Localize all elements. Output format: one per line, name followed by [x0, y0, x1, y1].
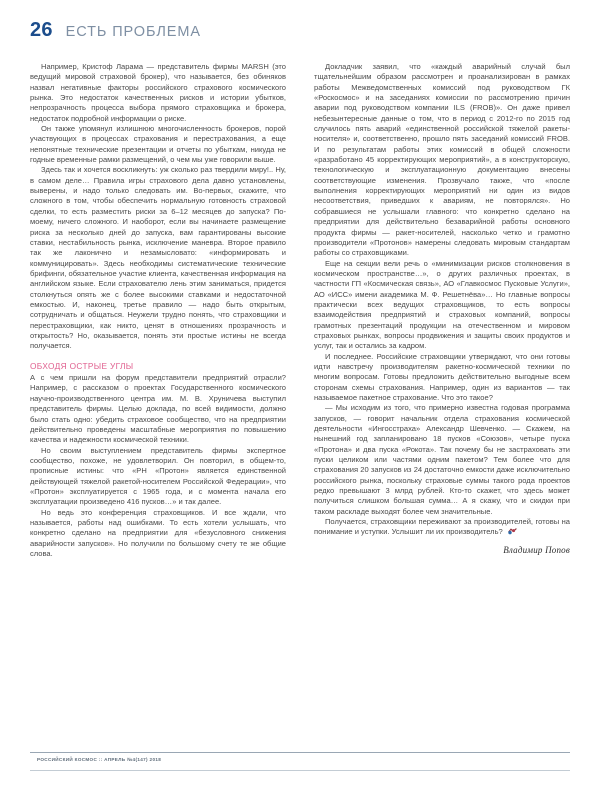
- final-paragraph-text: Получается, страховщики переживают за производителей, готовы на понимание и уступки. Услышит ли их производитель?: [314, 517, 570, 537]
- left-column: [30, 62, 286, 728]
- paragraph: — Мы исходим из того, что примерно известна годовая программа запусков, — говорит начальник отдела страхования космической деятельности «Ингосстраха» Александр Шевченко. — Скажем, на нынешний год запланировано 18 пусков «Союзов», четыре пуска «Протона» и два пуска «Рокота». Так почему бы не застраховать эти пуски целиком или частями одним пакетом? Тем более что для страхования 20 запусков из 24 достаточно емкости даже исключительно российского рынка, поскольку страховые суммы такого рода проектов редко превышают 3 млрд рублей. Кто-то скажет, что здесь может получиться слишком большая сумма… А я скажу, что и скидки при таком раскладе выходят более чем значительные.: [314, 403, 570, 516]
- byline: Владимир Попов: [503, 544, 570, 555]
- paragraph: А с чем пришли на форум представители предприятий отрасли? Например, с рассказом о проектах Государственного космического научно-производственного центра им. М. В. Хруничева выступил представитель фирмы. Целью доклада, по всей видимости, должно было стать одно: убедить страховое сообщество, что на предприятии действительно проведены масштабные мероприятия по повышению качества и надежности космической техники.: [30, 373, 286, 445]
- article-columns: [30, 62, 570, 728]
- section-title: ЕСТЬ ПРОБЛЕМА: [65, 24, 201, 40]
- paragraph: И последнее. Российские страховщики утверждают, что они готовы идти навстречу производителям ракетно-космической техники по многим вопросам. Готовы предложить действительно выгодные всем сторонам схемы страхования. Например, один из вариантов — так называемое пакетное страхование. Что это такое?: [314, 351, 570, 402]
- footer-publication-info: РОССИЙСКИЙ КОСМОС :: АПРЕЛЬ №4(147) 2018: [37, 757, 162, 762]
- end-of-article-icon: [508, 528, 517, 535]
- paragraph: Он также упомянул излишнюю многочисленность брокеров, порой участвующих в процессах страхования и перестрахования, а еще непонятные технические презентации и отчеты по убыткам, никуда не годные временные рамки размещений, о чем мы уже говорили выше.: [30, 124, 286, 165]
- page-header: [30, 20, 201, 40]
- paragraph: Например, Кристоф Ларама — представитель фирмы MARSH (это ведущий мировой страховой брокер), что называется, без обиняков назвал негативные факторы российского страхового космического рынка. Это недостаток качественных рисков и истории убытков, непрозрачность процесса выбора прямого страховщика и брокера, недостаток подробной информации о риске.: [30, 62, 286, 123]
- footer-divider-top: [30, 752, 570, 753]
- paragraph: Но ведь это конференция страховщиков. И все ждали, что называется, работы над ошибками. То есть хотели услышать, что конкретно сделано на предприятии для «безусловного снижения аварийности запусков». Но получили по большому счету те же общие слова.: [30, 507, 286, 558]
- paragraph: Докладчик заявил, что «каждый аварийный случай был тщательнейшим образом рассмотрен и проанализирован в рамках работы Межведомственных комиссий под руководством ГК «Роскосмос» и на заседаниях комиссии по рассмотрению причин аварии под руководством компании ILS (FROB)». Он даже привел небезынтересные данные о том, что в период с 2012-го по 2015 год случилось пять аварий «единственной российской тяжелой ракеты-носителя» и, соответственно, прошло пять заседаний комиссий FROB. И по результатам работы этих комиссий в общей сложности «разработано 45 корректирующих мероприятий», а в конструкторскую, технологическую и эксплуатационную документацию внесены соответствующие изменения. Прозвучало также, что «после выполнения корректирующих мероприятий ни один из видов несоответствия, приведших к авариям, не повторялся». Но собравшиеся не услышали главного: что конкретно сделано на предприятии для действительно безаварийной работы основного продукта фирмы — ракет-носителей, насколько четко и грамотно производители «Протонов» намерены следовать мировым стандартам работы со страховщиками.: [314, 62, 570, 258]
- page-number: 26: [30, 19, 53, 41]
- paragraph: Еще на секции вели речь о «минимизации рисков столкновения в космическом пространстве…», о других различных проектах, в частности ГП «Космическая связь», АО «Главкосмос Пусковые Услуги», АО «ИСС» имени академика М. Ф. Решетнёва»… Но главные вопросы практически всех ведущих страховщиков, то есть вопросы взаимодействия предприятий и страховых компаний, вопросы грамотных презентаций продукции на отечественном и мировом страховых рынках, вопросы продвижения и защиты своих продуктов и услуг, так и остались за кадром.: [314, 258, 570, 351]
- final-paragraph: [314, 517, 570, 538]
- footer-divider-bottom: [30, 770, 570, 771]
- paragraph: Но своим выступлением представитель фирмы экспертное сообщество, похоже, не удовлетворил. Он повторил, в общем-то, прописные истины: что «РН «Протон» является единственной действующей тяжелой ракетой-носителем Российской Федерации», что «Протон» эксплуатируется с 1965 года, и с момента начала его эксплуатации произведено 416 пусков…» и так далее.: [30, 445, 286, 507]
- subheading: ОБХОДЯ ОСТРЫЕ УГЛЫ: [30, 360, 134, 371]
- paragraph: Здесь так и хочется воскликнуть: уж сколько раз твердили миру!.. Ну, в самом деле… Правила игры страхового дела давно установлены, выверены, и надо только следовать им. Во-первых, скажите, что сложного в том, чтобы обеспечить нормальную готовность страховой сделки, то есть разместить риски за 6–12 месяцев до запуска? По-моему, ничего сложного. И наоборот, если вы начинаете размещение риска за несколько дней до запуска, вам гарантированы высокие ставки, нестабильность рынка, исключение маневра. Второе правило так же лаконично и незамысловато: «информировать и коммуницировать». Здесь необходимы систематические технические брифинги, обязательное участие клиента, качественная информация на английском языке. Если страхователю лень этим заниматься, придется столкнуться опять же с более высокими ставками и недостаточной емкостью. И, наконец, третье правило — надо быть открытым, сотрудничать и общаться. Неужели трудно понять, что страховщики и перестраховщики, как никто, ценят в отношениях прозрачность и открытость? Но, оказывается, понять эти простые истины не всегда получается.: [30, 165, 286, 351]
- right-column: [314, 62, 570, 728]
